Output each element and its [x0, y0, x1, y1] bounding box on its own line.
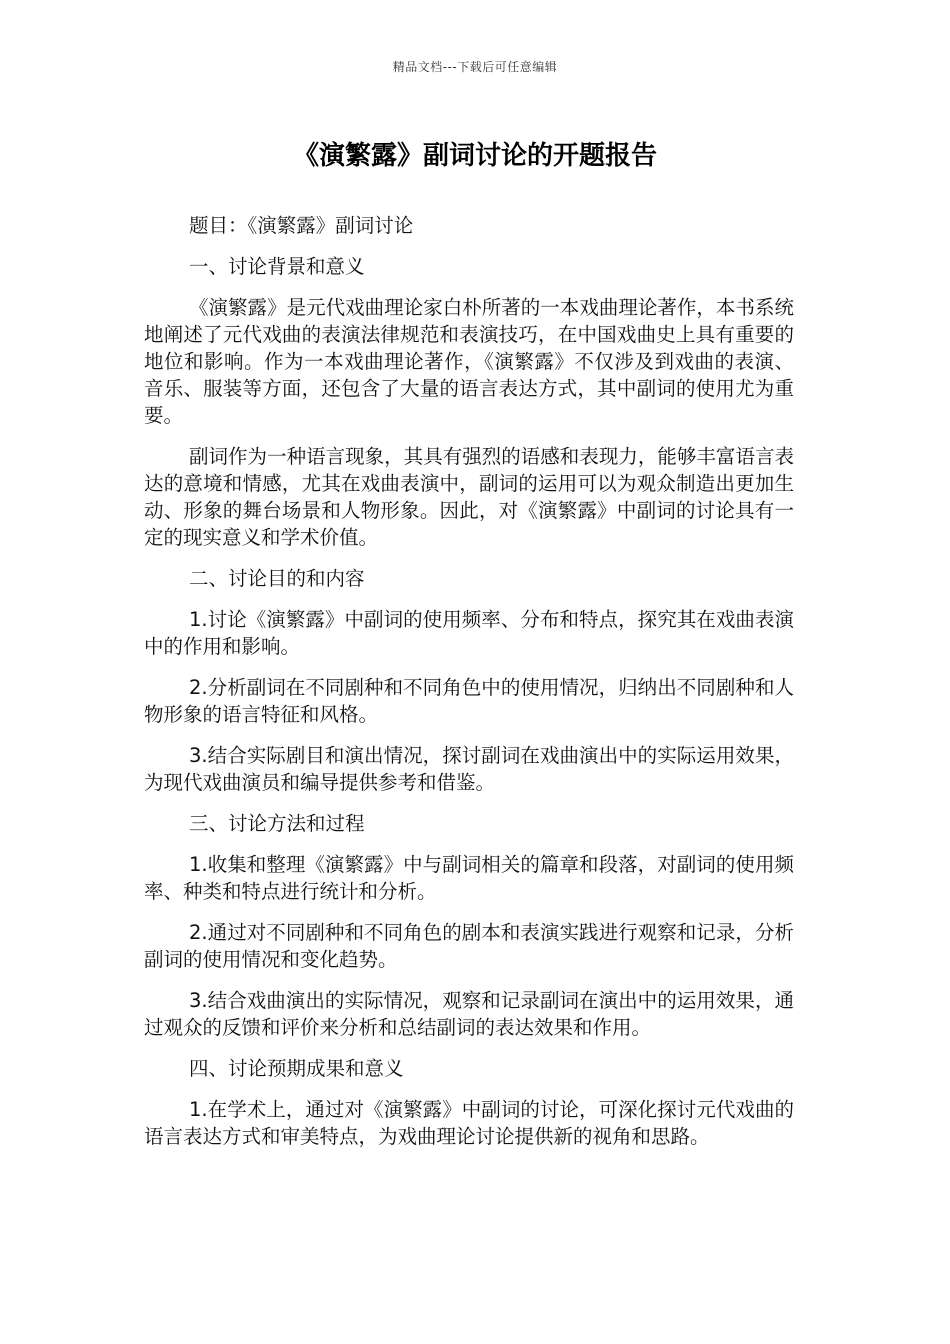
paragraph: 3.结合戏曲演出的实际情况，观察和记录副词在演出中的运用效果，通过观众的反馈和评价来分析和总结副词的表达效果和作用。 — [144, 989, 794, 1039]
section-heading: 四、讨论预期成果和意义 — [189, 1057, 404, 1080]
section-heading: 二、讨论目的和内容 — [189, 567, 365, 590]
paragraph: 1.在学术上，通过对《演繁露》中副词的讨论，可深化探讨元代戏曲的语言表达方式和审美特点，为戏曲理论讨论提供新的视角和思路。 — [144, 1098, 794, 1148]
section-heading: 一、讨论背景和意义 — [189, 255, 365, 278]
paragraph: 副词作为一种语言现象，其具有强烈的语感和表现力，能够丰富语言表达的意境和情感，尤其在戏曲表演中，副词的运用可以为观众制造出更加生动、形象的舞台场景和人物形象。因此，对《演繁露》中副词的讨论具有一定的现实意义和学术价值。 — [144, 445, 794, 549]
section-heading: 三、讨论方法和过程 — [189, 812, 365, 835]
paragraph: 3.结合实际剧目和演出情况，探讨副词在戏曲演出中的实际运用效果，为现代戏曲演员和编导提供参考和借鉴。 — [144, 744, 794, 794]
paragraph: 《演繁露》是元代戏曲理论家白朴所著的一本戏曲理论著作，本书系统地阐述了元代戏曲的表演法律规范和表演技巧，在中国戏曲史上具有重要的地位和影响。作为一本戏曲理论著作，《演繁露》不仅涉及到戏曲的表演、音乐、服装等方面，还包含了大量的语言表达方式，其中副词的使用尤为重要。 — [144, 296, 794, 427]
topic-line: 题目：《演繁露》副词讨论 — [189, 214, 414, 237]
paragraph: 2.分析副词在不同剧种和不同角色中的使用情况，归纳出不同剧种和人物形象的语言特征和风格。 — [144, 676, 794, 726]
paragraph: 1.收集和整理《演繁露》中与副词相关的篇章和段落，对副词的使用频率、种类和特点进行统计和分析。 — [144, 853, 794, 903]
paragraph: 1.讨论《演繁露》中副词的使用频率、分布和特点，探究其在戏曲表演中的作用和影响。 — [144, 608, 794, 658]
document-title: 《演繁露》副词讨论的开题报告 — [292, 141, 657, 171]
document-body — [144, 212, 794, 1164]
page-header: 精品文档---下载后可任意编辑 — [392, 60, 558, 74]
paragraph: 2.通过对不同剧种和不同角色的剧本和表演实践进行观察和记录，分析副词的使用情况和变化趋势。 — [144, 921, 794, 971]
